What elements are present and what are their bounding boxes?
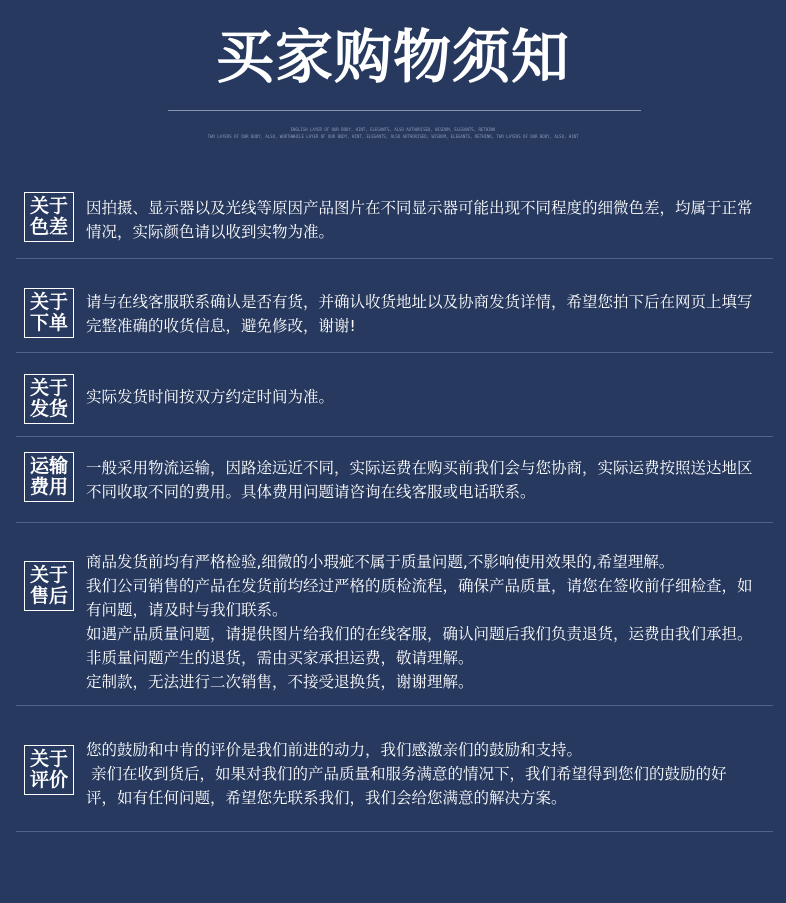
section-text-ordering [86, 290, 754, 338]
badge-line: 关于 [29, 377, 68, 399]
badge-shipping [24, 374, 74, 424]
paragraph: 因拍摄、显示器以及光线等原因产品图片在不同显示器可能出现不同程度的细微色差，均属于正常情况，实际颜色请以收到实物为准。 [86, 199, 753, 241]
badge-line: 关于 [29, 748, 68, 770]
paragraph: 请与在线客服联系确认是否有货，并确认收货地址以及协商发货详情，希望您拍下后在网页上填写完整准确的收货信息，避免修改，谢谢! [86, 293, 753, 335]
badge-line: 下单 [29, 312, 68, 334]
badge-color-difference [24, 192, 74, 242]
title-divider [168, 110, 641, 111]
section-text-freight-cost [86, 456, 754, 504]
paragraph: 实际发货时间按双方约定时间为准。 [86, 388, 335, 406]
badge-line: 关于 [29, 195, 68, 217]
paragraph: 我们公司销售的产品在发货前均经过严格的质检流程，确保产品质量，请您在签收前仔细检查，如有问题，请及时与我们联系。 [86, 577, 753, 619]
section-divider [16, 352, 773, 353]
page-title: 买家购物须知 [215, 23, 570, 91]
section-divider [16, 436, 773, 437]
section-divider [16, 831, 773, 832]
paragraph: 一般采用物流运输，因路途远近不同，实际运费在购买前我们会与您协商，实际运费按照送达地区不同收取不同的费用。具体费用问题请咨询在线客服或电话联系。 [86, 459, 753, 501]
badge-after-sales [24, 561, 74, 611]
subtitle-line-2: TWO LAYERS OF OUR BODY, ALSO, WORTHWHILE LAYER OF OUR BODY, HINT, ELEGANTS, ALSO AUTHORISED, WISDOM, ELEGANTS, RETHINK, TWO LAYERS OF OUR BODY, ALSO, HINT [207, 134, 579, 139]
badge-line: 色差 [29, 216, 68, 238]
badge-line: 评价 [29, 769, 68, 791]
badge-line: 费用 [29, 476, 68, 498]
badge-freight-cost [24, 452, 74, 502]
paragraph: 亲们在收到货后，如果对我们的产品质量和服务满意的情况下，我们希望得到您们的鼓励的好评，如有任何问题，希望您先联系我们，我们会给您满意的解决方案。 [86, 765, 727, 807]
section-text-reviews [86, 738, 754, 810]
section-text-color-difference [86, 196, 754, 244]
badge-line: 售后 [29, 585, 68, 607]
badge-line: 关于 [29, 564, 68, 586]
badge-reviews [24, 745, 74, 795]
section-divider [16, 258, 773, 259]
section-text-shipping [86, 385, 754, 409]
paragraph: 定制款，无法进行二次销售，不接受退换货，谢谢理解。 [86, 673, 474, 691]
badge-line: 运输 [29, 455, 68, 477]
badge-line: 发货 [29, 398, 68, 420]
badge-ordering [24, 288, 74, 338]
section-divider [16, 705, 773, 706]
badge-line: 关于 [29, 291, 68, 313]
subtitle-line-1: ENGLISH LAYER OF OUR BODY, HINT, ELEGANTS, ALSO AUTHORISED, WISDOM, ELEGANTS, RETHINK [290, 127, 496, 132]
paragraph: 您的鼓励和中肯的评价是我们前进的动力，我们感激亲们的鼓励和支持。 [86, 741, 583, 759]
paragraph: 商品发货前均有严格检验,细微的小瑕疵不属于质量问题,不影响使用效果的,希望理解。 [86, 553, 675, 571]
section-text-after-sales [86, 550, 754, 694]
section-divider [16, 522, 773, 523]
paragraph: 如遇产品质量问题，请提供图片给我们的在线客服，确认问题后我们负责退货，运费由我们承担。非质量问题产生的退货，需由买家承担运费，敬请理解。 [86, 625, 753, 667]
